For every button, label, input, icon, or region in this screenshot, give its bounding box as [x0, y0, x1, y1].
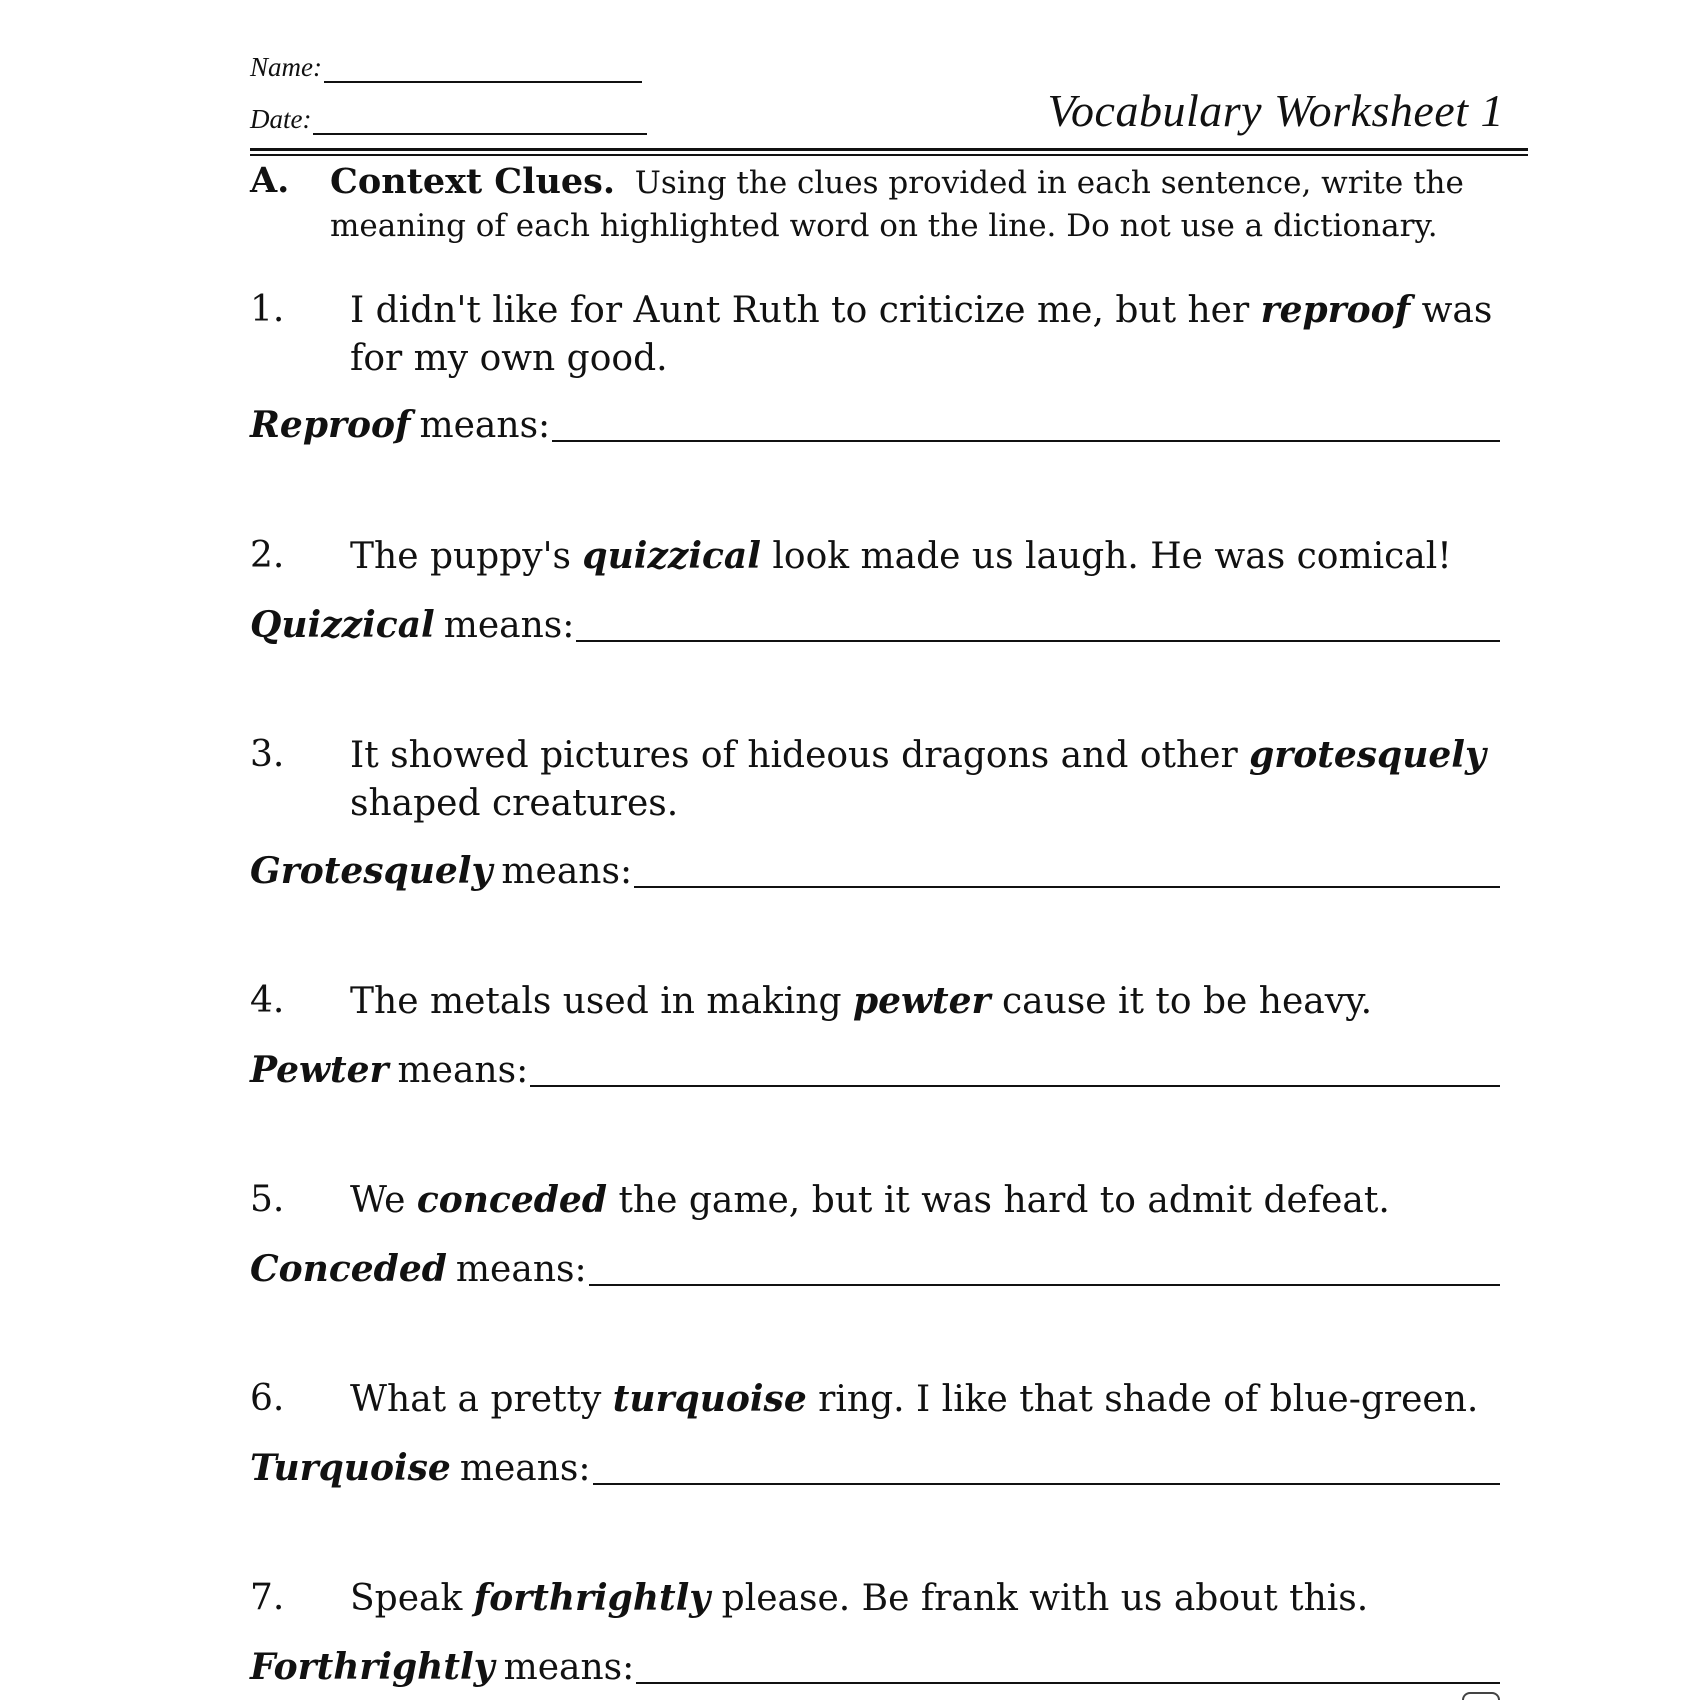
sentence-text-after: please. Be frank with us about this. [710, 1578, 1369, 1619]
answer-line[interactable] [530, 1055, 1500, 1087]
answer-row-7 [250, 1646, 1500, 1688]
answer-row-2 [250, 604, 1500, 646]
question-item-2 [250, 532, 1500, 581]
sentence-text-before: Speak [350, 1578, 474, 1619]
question-sentence [350, 977, 1500, 1026]
sentence-text-after: look made us laugh. He was comical! [760, 536, 1452, 577]
sentence-text-after: cause it to be heavy. [990, 981, 1373, 1022]
answer-term: Grotesquely [250, 850, 493, 892]
answer-line[interactable] [593, 1453, 1500, 1485]
sentence-text-before: I didn't like for Aunt Ruth to criticize me, but her [350, 290, 1261, 331]
means-label: means: [397, 1050, 529, 1091]
header-rule-thick [250, 148, 1528, 151]
question-sentence [350, 731, 1500, 828]
highlighted-word: pewter [852, 980, 991, 1022]
section-instructions-block [330, 160, 1528, 248]
highlighted-word: grotesquely [1249, 734, 1486, 776]
page-corner-mark [1462, 1692, 1500, 1700]
section-letter: A. [250, 160, 290, 201]
highlighted-word: conceded [416, 1179, 608, 1221]
question-sentence [350, 286, 1500, 383]
means-label: means: [419, 405, 551, 446]
answer-row-6 [250, 1447, 1500, 1489]
means-label: means: [459, 1448, 591, 1489]
name-blank-line [324, 59, 642, 83]
means-label: means: [501, 851, 633, 892]
question-item-4 [250, 977, 1500, 1026]
answer-row-4 [250, 1049, 1500, 1091]
answer-term: Conceded [250, 1248, 447, 1290]
question-number: 7. [250, 1577, 285, 1618]
question-item-6 [250, 1375, 1500, 1424]
sentence-text-before: What a pretty [350, 1379, 613, 1420]
answer-line[interactable] [552, 410, 1500, 442]
section-a [250, 160, 1528, 248]
question-number: 6. [250, 1378, 285, 1419]
sentence-text-after: shaped creatures. [350, 783, 679, 824]
sentence-text-after: was for my own good. [350, 290, 1493, 379]
question-number: 1. [250, 289, 285, 330]
answer-row-5 [250, 1248, 1500, 1290]
question-number: 2. [250, 535, 285, 576]
highlighted-word: quizzical [582, 535, 761, 577]
section-heading: Context Clues. [330, 161, 616, 202]
sentence-text-before: It showed pictures of hideous dragons and other [350, 735, 1250, 776]
question-item-7 [250, 1574, 1500, 1623]
answer-line[interactable] [634, 856, 1500, 888]
highlighted-word: turquoise [612, 1378, 807, 1420]
sentence-text-before: We [350, 1180, 417, 1221]
means-label: means: [503, 1647, 635, 1688]
answer-line[interactable] [576, 610, 1500, 642]
answer-term: Reproof [250, 404, 411, 446]
question-sentence [350, 1375, 1500, 1424]
question-sentence [350, 1574, 1500, 1623]
worksheet-header [250, 52, 1528, 152]
question-number: 5. [250, 1179, 285, 1220]
means-label: means: [455, 1249, 587, 1290]
answer-term: Quizzical [250, 604, 435, 646]
date-label: Date: [250, 104, 312, 134]
question-sentence [350, 532, 1500, 581]
sentence-text-before: The puppy's [350, 536, 583, 577]
answer-row-3 [250, 850, 1500, 892]
question-item-5 [250, 1176, 1500, 1225]
highlighted-word: reproof [1260, 289, 1411, 331]
question-number: 4. [250, 980, 285, 1021]
answer-line[interactable] [589, 1254, 1500, 1286]
header-rule-thin [250, 154, 1528, 156]
answer-term: Turquoise [250, 1447, 451, 1489]
answer-term: Pewter [250, 1049, 389, 1091]
answer-term: Forthrightly [250, 1646, 495, 1688]
sentence-text-before: The metals used in making [350, 981, 853, 1022]
question-number: 3. [250, 734, 285, 775]
name-field [250, 52, 642, 83]
answer-row-1 [250, 404, 1500, 446]
worksheet-title: Vocabulary Worksheet 1 [1047, 85, 1504, 136]
date-blank-line [313, 111, 647, 135]
name-label: Name: [250, 52, 322, 82]
section-instructions: Using the clues provided in each sentence, write the meaning of each highlighted word on the line. Do not use a dictionary. [330, 165, 1464, 244]
highlighted-word: forthrightly [473, 1577, 711, 1619]
question-item-3 [250, 731, 1500, 828]
question-item-1 [250, 286, 1500, 383]
answer-line[interactable] [636, 1652, 1500, 1684]
sentence-text-after: ring. I like that shade of blue-green. [806, 1379, 1479, 1420]
means-label: means: [443, 605, 575, 646]
question-sentence [350, 1176, 1500, 1225]
sentence-text-after: the game, but it was hard to admit defeat. [607, 1180, 1390, 1221]
date-field [250, 104, 647, 135]
